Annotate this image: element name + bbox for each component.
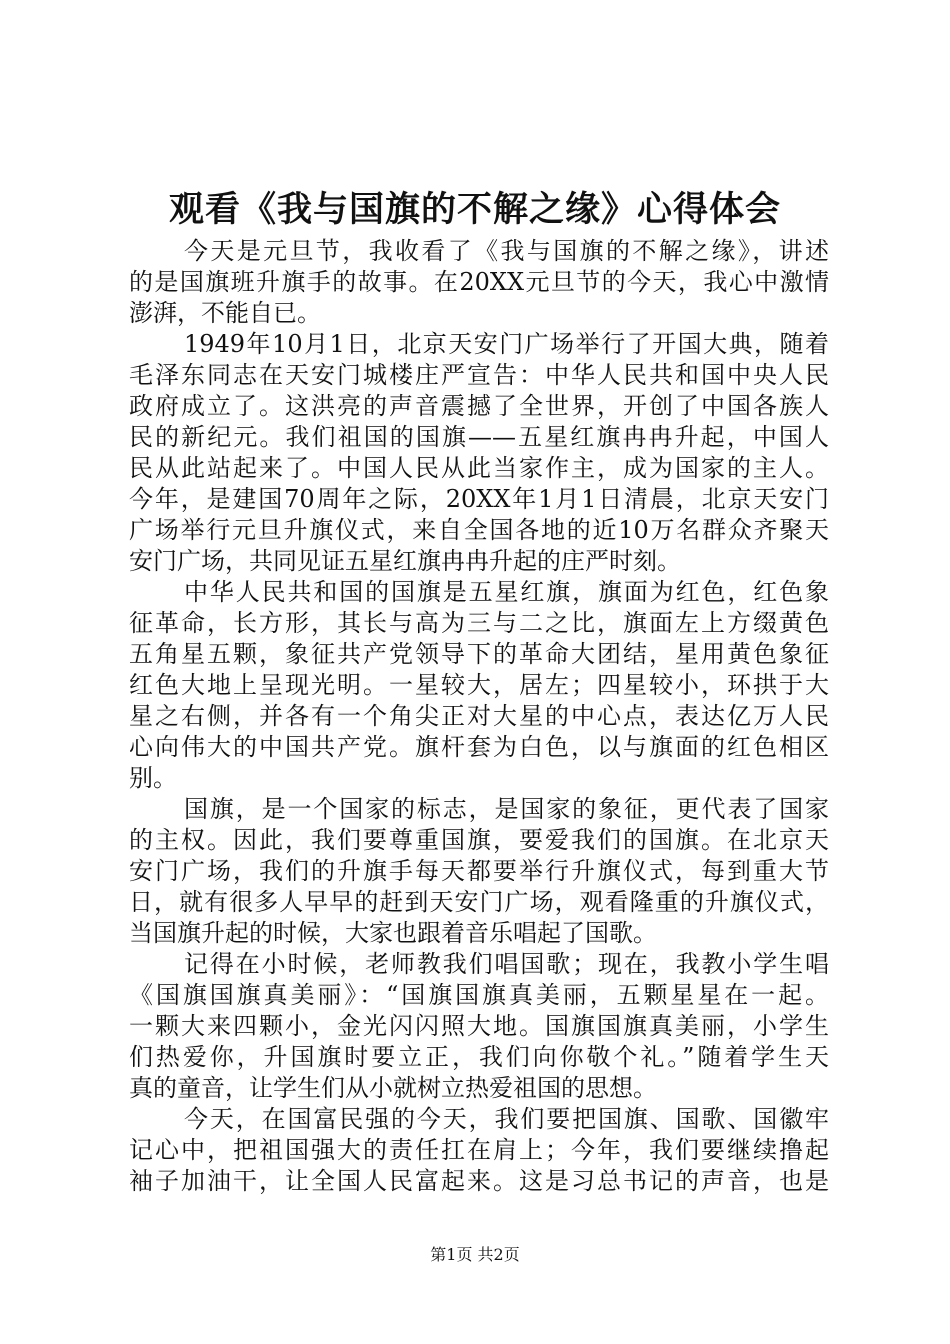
text-line: 毛泽东同志在天安门城楼庄严宣告：中华人民共和国中央人民: [129, 361, 829, 389]
text-line: 中华人民共和国的国旗是五星红旗，旗面为红色，红色象: [184, 578, 829, 606]
text-line: 们热爱你，升国旗时要立正，我们向你敬个礼。”随着学生天: [129, 1043, 829, 1071]
text-line: 1949年10月1日，北京天安门广场举行了开国大典，随着: [184, 330, 829, 358]
text-line: 真的童音，让学生们从小就树立热爱祖国的思想。: [129, 1074, 657, 1102]
text-line: 心向伟大的中国共产党。旗杆套为白色，以与旗面的红色相区: [129, 733, 829, 761]
text-line: 袖子加油干，让全国人民富起来。这是习总书记的声音，也是: [129, 1167, 829, 1195]
text-line: 广场举行元旦升旗仪式，来自全国各地的近10万名群众齐聚天: [129, 516, 829, 544]
text-line: 政府成立了。这洪亮的声音震撼了全世界，开创了中国各族人: [129, 392, 829, 420]
text-line: 民的新纪元。我们祖国的国旗——五星红旗冉冉升起，中国人: [129, 423, 829, 451]
text-line: 当国旗升起的时候，大家也跟着音乐唱起了国歌。: [129, 919, 657, 947]
text-line: 民从此站起来了。中国人民从此当家作主，成为国家的主人。: [129, 454, 829, 482]
text-line: 别。: [129, 764, 177, 792]
page-number-footer: 第1页 共2页: [430, 1245, 520, 1264]
text-line: 今天是元旦节，我收看了《我与国旗的不解之缘》，讲述: [184, 237, 829, 265]
text-line: 日，就有很多人早早的赶到天安门广场，观看隆重的升旗仪式，: [129, 888, 829, 916]
text-line: 征革命，长方形，其长与高为三与二之比，旗面左上方缀黄色: [129, 609, 829, 637]
text-line: 今年，是建国70周年之际，20XX年1月1日清晨，北京天安门: [129, 485, 829, 513]
text-line: 星之右侧，并各有一个角尖正对大星的中心点，表达亿万人民: [129, 702, 829, 730]
text-line: 红色大地上呈现光明。一星较大，居左；四星较小，环拱于大: [129, 671, 829, 699]
text-line: 记心中，把祖国强大的责任扛在肩上；今年，我们要继续撸起: [129, 1136, 829, 1164]
text-line: 的主权。因此，我们要尊重国旗，要爱我们的国旗。在北京天: [129, 826, 829, 854]
document-title: 观看《我与国旗的不解之缘》心得体会: [168, 189, 781, 230]
text-line: 《国旗国旗真美丽》：“国旗国旗真美丽，五颗星星在一起。: [129, 981, 829, 1009]
text-line: 记得在小时候，老师教我们唱国歌；现在，我教小学生唱: [184, 950, 829, 978]
document-body: [129, 236, 829, 1197]
text-line: 安门广场，我们的升旗手每天都要举行升旗仪式，每到重大节: [129, 857, 829, 885]
text-line: 的是国旗班升旗手的故事。在20XX元旦节的今天，我心中激情: [129, 268, 829, 296]
text-line: 澎湃，不能自已。: [129, 299, 321, 327]
text-line: 一颗大来四颗小，金光闪闪照大地。国旗国旗真美丽，小学生: [129, 1012, 829, 1040]
text-line: 今天，在国富民强的今天，我们要把国旗、国歌、国徽牢: [184, 1105, 829, 1133]
text-line: 安门广场，共同见证五星红旗冉冉升起的庄严时刻。: [129, 547, 681, 575]
text-line: 五角星五颗，象征共产党领导下的革命大团结，星用黄色象征: [129, 640, 829, 668]
text-line: 国旗，是一个国家的标志，是国家的象征，更代表了国家: [184, 795, 829, 823]
